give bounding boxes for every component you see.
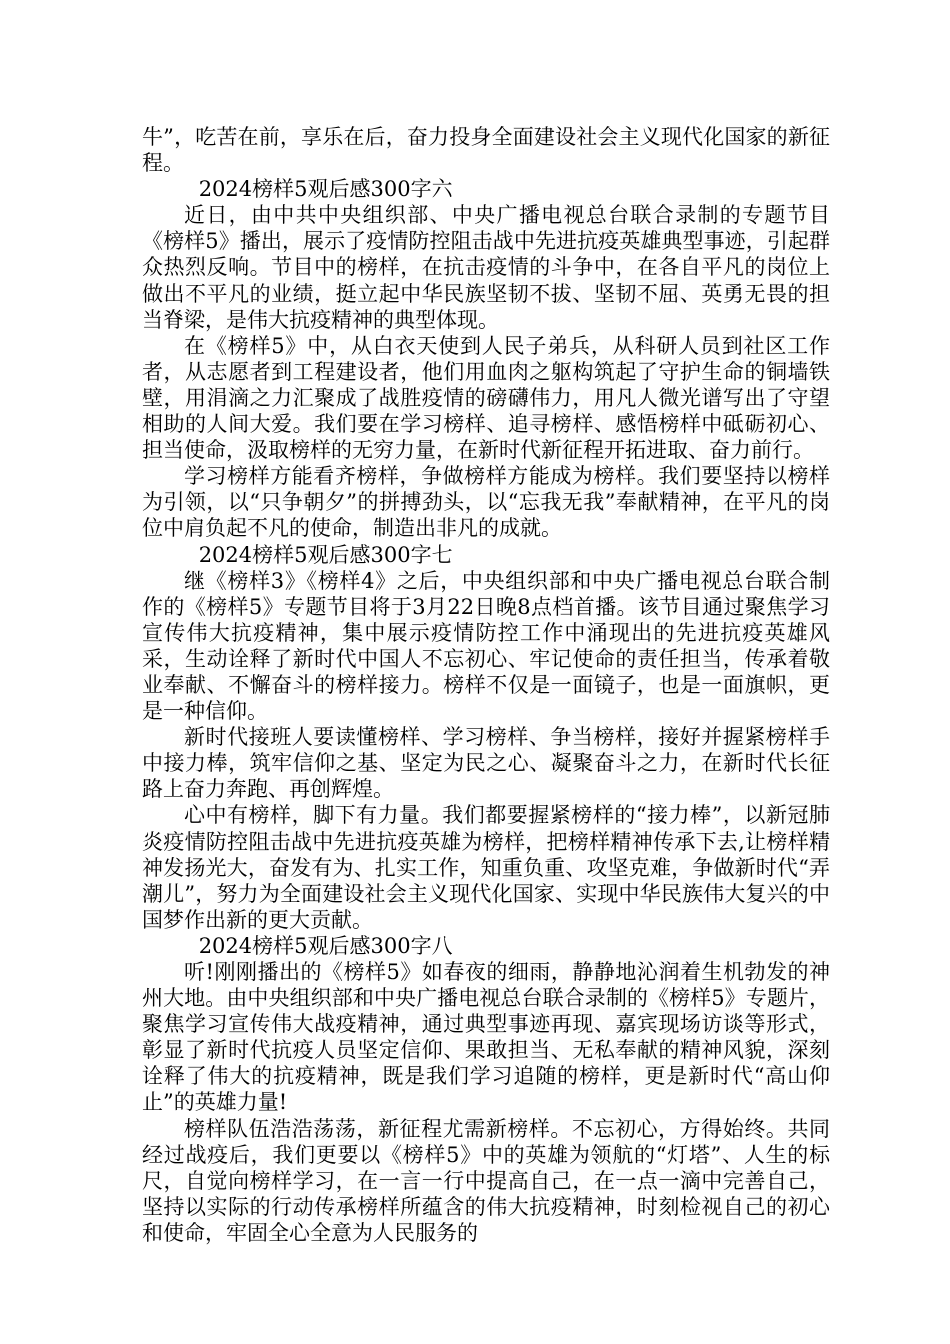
paragraph-continuation: 牛”，吃苦在前，享乐在后，奋力投身全面建设社会主义现代化国家的新征程。 xyxy=(142,125,830,176)
paragraph: 听!刚刚播出的《榜样5》如春夜的细雨，静静地沁润着生机勃发的神州大地。由中央组织部和中央广播电视总台联合录制的《榜样5》专题片，聚焦学习宣传伟大战疫精神，通过典型事迹再现、嘉宾现场访谈等形式，彰显了新时代抗疫人员坚定信仰、果敢担当、无私奉献的精神风貌，深刻诠释了伟大的抗疫精神，既是我们学习追随的榜样，更是新时代“高山仰止”的英雄力量! xyxy=(142,960,830,1115)
paragraph: 心中有榜样，脚下有力量。我们都要握紧榜样的“接力棒”，以新冠肺炎疫情防控阻击战中先进抗疫英雄为榜样，把榜样精神传承下去,让榜样精神发扬光大，奋发有为、扎实工作，知重负重、攻坚克难，争做新时代“弄潮儿”，努力为全面建设社会主义现代化国家、实现中华民族伟大复兴的中国梦作出新的更大贡献。 xyxy=(142,803,830,932)
document-page xyxy=(142,124,830,1246)
section-heading-six: 2024榜样5观后感300字六 xyxy=(198,177,453,202)
section-heading-eight: 2024榜样5观后感300字八 xyxy=(198,933,453,958)
paragraph: 继《榜样3》《榜样4》之后，中央组织部和中央广播电视总台联合制作的《榜样5》专题节目将于3月22日晚8点档首播。该节目通过聚焦学习宣传伟大抗疫精神，集中展示疫情防控工作中涌现出的先进抗疫英雄风采，生动诠释了新时代中国人不忘初心、牢记使命的责任担当，传承着敬业奉献、不懈奋斗的榜样接力。榜样不仅是一面镜子，也是一面旗帜，更是一种信仰。 xyxy=(142,568,830,724)
paragraph: 榜样队伍浩浩荡荡，新征程尤需新榜样。不忘初心，方得始终。共同经过战疫后，我们更要以《榜样5》中的英雄为领航的“灯塔”、人生的标尺，自觉向榜样学习，在一言一行中提高自己，在一点一滴中完善自己，坚持以实际的行动传承榜样所蕴含的伟大抗疫精神，时刻检视自己的初心和使命，牢固全心全意为人民服务的 xyxy=(142,1116,830,1245)
paragraph: 学习榜样方能看齐榜样，争做榜样方能成为榜样。我们要坚持以榜样为引领，以“只争朝夕”的拼搏劲头，以“忘我无我”奉献精神，在平凡的岗位中肩负起不凡的使命，制造出非凡的成就。 xyxy=(142,464,830,541)
paragraph: 在《榜样5》中，从白衣天使到人民子弟兵，从科研人员到社区工作者，从志愿者到工程建设者，他们用血肉之躯构筑起了守护生命的铜墙铁壁，用涓滴之力汇聚成了战胜疫情的磅礴伟力，用凡人微光谱写出了守望相助的人间大爱。我们要在学习榜样、追寻榜样、感悟榜样中砥砺初心、担当使命，汲取榜样的无穷力量，在新时代新征程开拓进取、奋力前行。 xyxy=(142,333,830,463)
paragraph: 近日，由中共中央组织部、中央广播电视总台联合录制的专题节目《榜样5》播出，展示了疫情防控阻击战中先进抗疫英雄典型事迹，引起群众热烈反响。节目中的榜样，在抗击疫情的斗争中，在各自平凡的岗位上做出不平凡的业绩，挺立起中华民族坚韧不拔、坚韧不屈、英勇无畏的担当脊梁，是伟大抗疫精神的典型体现。 xyxy=(142,203,830,332)
section-heading-seven: 2024榜样5观后感300字七 xyxy=(198,542,453,567)
paragraph: 新时代接班人要读懂榜样、学习榜样、争当榜样，接好并握紧榜样手中接力棒，筑牢信仰之基、坚定为民之心、凝聚奋斗之力，在新时代长征路上奋力奔跑、再创辉煌。 xyxy=(142,725,830,802)
